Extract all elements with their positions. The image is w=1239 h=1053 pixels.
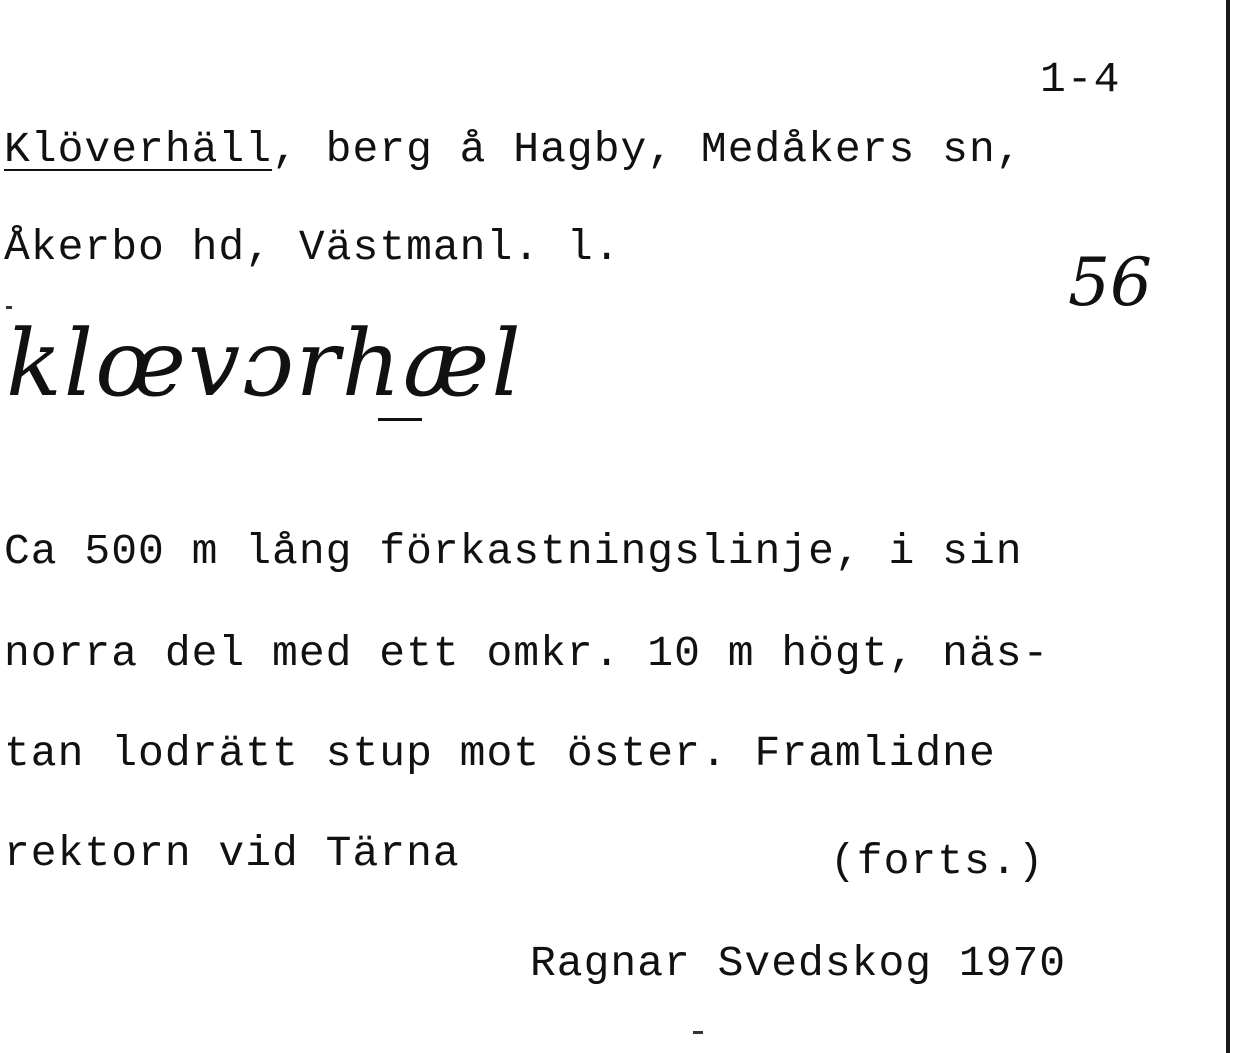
phonetic-transcription: klœvɔrhæl xyxy=(6,310,523,417)
place-description: , berg å Hagby, Medåkers sn, xyxy=(272,125,1023,174)
signature: Ragnar Svedskog 1970 xyxy=(530,939,1067,988)
handwritten-number: 56 xyxy=(1068,244,1152,321)
paper-speck xyxy=(6,306,12,309)
district-line: Åkerbo hd, Västmanl. l. xyxy=(4,223,621,272)
card-edge-line xyxy=(1226,0,1230,1053)
paper-speck xyxy=(693,1031,703,1034)
body-line-2: norra del med ett omkr. 10 m högt, näs- xyxy=(4,629,1050,678)
body-line-1: Ca 500 m lång förkastningslinje, i sin xyxy=(4,527,1023,576)
phonetic-underline xyxy=(378,418,422,421)
body-line-4: rektorn vid Tärna xyxy=(4,829,460,878)
place-name: Klöverhäll xyxy=(4,125,273,174)
continuation-note: (forts.) xyxy=(830,837,1045,886)
heading-line xyxy=(4,125,1023,174)
card-number: 1-4 xyxy=(1040,55,1121,104)
body-line-3: tan lodrätt stup mot öster. Framlidne xyxy=(4,729,996,778)
